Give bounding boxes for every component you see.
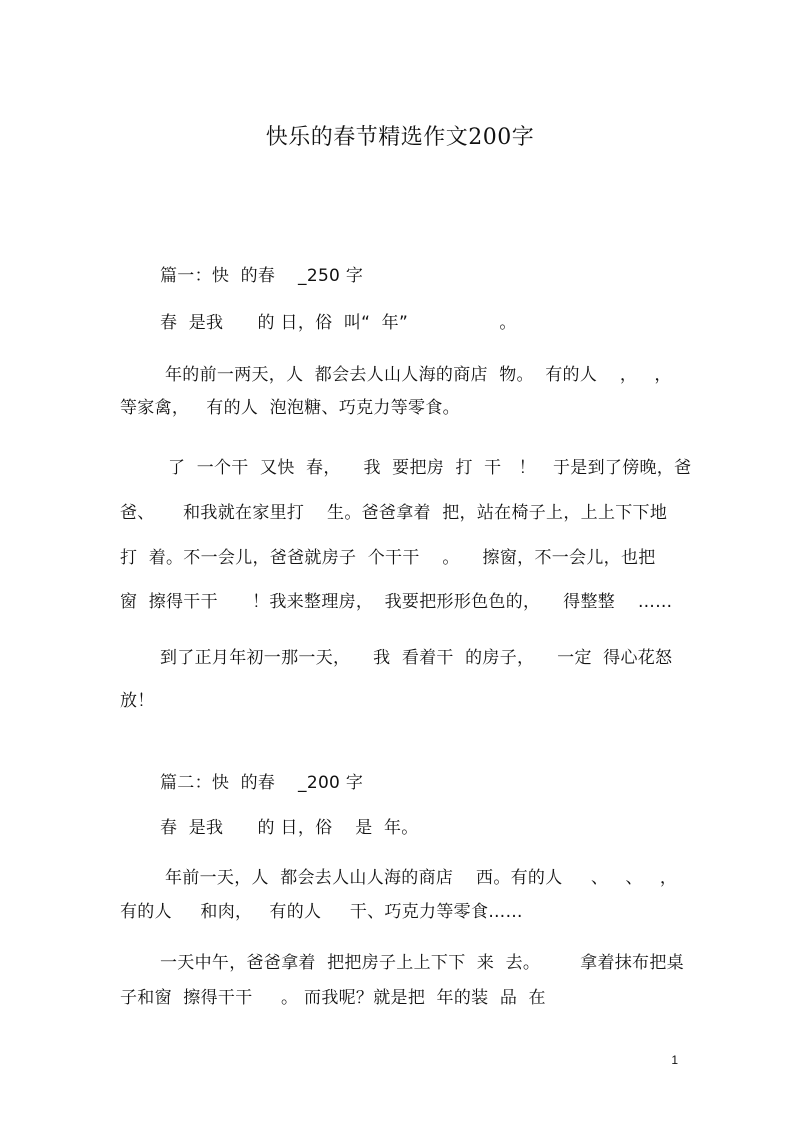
page-number: 1 [671,1053,678,1067]
paragraph-line: 年的前一两天，人 都会去人山人海的商店 物。 有的人 ， ， [165,365,672,385]
paragraph-line: 春 是我 的 日，俗 是 年。 [160,818,419,838]
paragraph-line: 春 是我 的 日，俗 叫“ 年” 。 [160,313,517,333]
paragraph-line: 窗 擦得干干 ！我来整理房， 我要把形形色色的， 得整整 …… [120,592,673,612]
document-title: 快乐的春节精选作文200字 [265,125,535,150]
paragraph-line: 有的人 和肉， 有的人 干、巧克力等零食…… [120,902,523,922]
section-heading: 篇一：快 的春 _250 字 [160,266,364,286]
paragraph-line: 爸、 和我就在家里打 生。爸爸拿着 把，站在椅子上，上上下下地 [120,503,668,523]
section-heading: 篇二：快 的春 _200 字 [160,773,364,793]
paragraph-line: 放！ [120,691,155,711]
paragraph-line: 一天中午，爸爸拿着 把把房子上上下下 来 去。 拿着抹布把桌 [160,953,684,973]
paragraph-line: 打 着。不一会儿，爸爸就房子 个干干 。 擦窗，不一会儿，也把 [120,548,656,568]
paragraph-line: 等家禽， 有的人 泡泡糖、巧克力等零食。 [120,398,460,418]
paragraph-line: 到了正月年初一那一天， 我 看着干 的房子， 一定 得心花怒 [160,648,673,668]
paragraph-line: 子和窗 擦得干干 。 而我呢？就是把 年的装 品 在 [120,988,546,1008]
paragraph-line: 了 一个干 又快 春， 我 要把房 打 干 ！ 于是到了傍晚，爸 [168,458,692,478]
paragraph-line: 年前一天，人 都会去人山人海的商店 西。有的人 、 、 ， [165,868,678,888]
